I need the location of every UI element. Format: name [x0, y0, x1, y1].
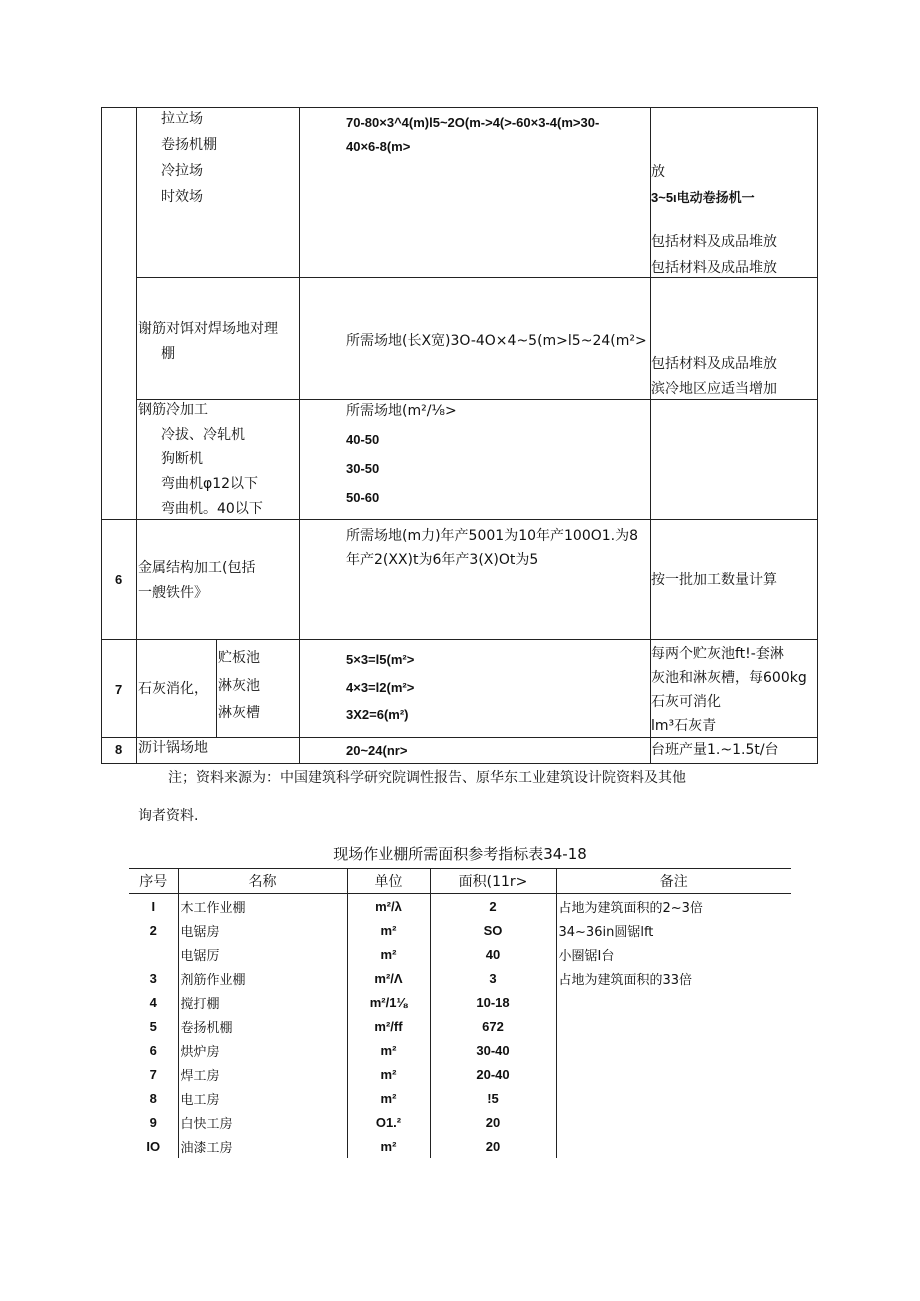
area-value: 3X2=6(m²): [346, 707, 409, 722]
name-cell: [137, 400, 300, 520]
number-cell: [102, 640, 137, 738]
row-number: 2: [129, 918, 178, 942]
area-cell: [300, 738, 651, 764]
row-remark: [556, 1038, 791, 1062]
row-name: 烘炉房: [178, 1038, 347, 1062]
row-name: 一艘铁件》: [138, 585, 208, 601]
area-value: 40-50: [346, 432, 380, 447]
area-cell: [300, 278, 651, 400]
row-number: [129, 942, 178, 966]
row-area: 3: [430, 966, 556, 990]
row-remark: 34~36in圆锯lft: [558, 924, 654, 940]
row-number: 8: [129, 1086, 178, 1110]
table-row: [129, 1110, 791, 1134]
row-number: 7: [115, 682, 123, 697]
area-cell: [300, 108, 651, 278]
row-name: 卷扬机棚: [161, 137, 217, 153]
row-number: 8: [115, 742, 123, 757]
table-row: [102, 278, 818, 400]
row-remark: [556, 1062, 791, 1086]
col-header-remark: 备注: [556, 869, 791, 894]
name-cell: [137, 738, 300, 764]
row-unit: m²: [347, 918, 430, 942]
row-unit: O1.²: [347, 1110, 430, 1134]
area-value: 30-50: [346, 461, 380, 476]
area-value: 40×6-8(m>: [346, 139, 411, 154]
row-name: 狗断机: [161, 451, 203, 467]
row-unit: m²: [347, 1038, 430, 1062]
table-row: [129, 1134, 791, 1158]
row-name: 石灰消化，: [138, 681, 208, 697]
row-remark: 占地为建筑面积的33倍: [558, 972, 693, 988]
area-value: 年产2(XX)t为6年产3(X)Ot为5: [346, 552, 539, 568]
row-name: 金属结构加工(包括: [138, 560, 256, 576]
row-name: 木工作业棚: [178, 894, 347, 919]
row-number: 5: [129, 1014, 178, 1038]
row-number: 7: [129, 1062, 178, 1086]
row-name: 电工房: [178, 1086, 347, 1110]
name-cell: [137, 278, 300, 400]
row-area: 672: [430, 1014, 556, 1038]
row-note: lm³石灰青: [651, 718, 717, 734]
number-cell: [102, 108, 137, 520]
table-body: [129, 894, 791, 1159]
row-area: 20: [430, 1110, 556, 1134]
row-area: !5: [430, 1086, 556, 1110]
table-row: [129, 1062, 791, 1086]
note-cell: [651, 738, 818, 764]
row-number: 9: [129, 1110, 178, 1134]
table-row: [129, 1014, 791, 1038]
table-row: [129, 966, 791, 990]
row-name: 油漆工房: [178, 1134, 347, 1158]
table-row: [129, 1038, 791, 1062]
row-unit: m²/1⅛: [347, 990, 430, 1014]
row-name: 时效场: [161, 189, 203, 205]
row-note: 包括材料及成品堆放: [651, 356, 777, 372]
row-area: 20: [430, 1134, 556, 1158]
row-remark: [556, 1110, 791, 1134]
row-name: 弯曲机φ12以下: [161, 476, 259, 492]
row-note: 台班产量1.~1.5t/台: [651, 742, 779, 758]
note-cell: [651, 400, 818, 520]
table-row: [129, 918, 791, 942]
row-unit: m²: [347, 1062, 430, 1086]
row-name: 剂筋作业棚: [178, 966, 347, 990]
col-header-unit: 单位: [347, 869, 430, 894]
row-name: 谢筋对饵对焊场地对理: [138, 321, 278, 337]
row-remark: 小圈锯I台: [558, 948, 615, 964]
row-name: 钢筋冷加工: [138, 402, 208, 418]
number-cell: [102, 520, 137, 640]
row-unit: m²/λ: [347, 894, 430, 919]
table-row: [129, 1086, 791, 1110]
note-cell: [651, 640, 818, 738]
row-name: 拉立场: [161, 111, 203, 127]
row-note: 包括材料及成品堆放: [651, 260, 777, 276]
row-note: 包括材料及成品堆放: [651, 234, 777, 250]
area-value: 5×3=l5(m²>: [346, 652, 415, 667]
row-area: 20-40: [430, 1062, 556, 1086]
name-cell: [137, 520, 300, 640]
area-value: 所需场地(m²/⅛>: [346, 403, 457, 419]
row-area: 40: [430, 942, 556, 966]
row-note: 按一批加工数量计算: [651, 572, 777, 588]
name-cell: [137, 640, 217, 738]
row-note: 灰池和淋灰槽，每600kg: [651, 670, 807, 686]
note-cell: [651, 108, 818, 278]
row-remark: [556, 1086, 791, 1110]
row-name: 电锯房: [178, 918, 347, 942]
row-note: 3~5ι电动卷扬机一: [651, 190, 755, 205]
sub-name: 贮板池: [218, 650, 260, 666]
table-row: [129, 894, 791, 919]
row-unit: m²: [347, 1134, 430, 1158]
row-unit: m²: [347, 942, 430, 966]
sub-name: 淋灰池: [218, 678, 260, 694]
footnote-line: 询者资料.: [138, 808, 199, 824]
col-header-area: 面积(11r>: [430, 869, 556, 894]
row-unit: m²/Λ: [347, 966, 430, 990]
table-row: [102, 640, 818, 738]
row-note: 每两个贮灰池ft!-套淋: [651, 646, 784, 662]
work-shed-table: [129, 868, 791, 1158]
row-name: 焊工房: [178, 1062, 347, 1086]
table-row: [102, 738, 818, 764]
row-name: 卷扬机棚: [178, 1014, 347, 1038]
row-remark: [556, 1014, 791, 1038]
row-number: I: [129, 894, 178, 919]
row-number: IO: [129, 1134, 178, 1158]
table-row: [129, 990, 791, 1014]
row-unit: m²/ff: [347, 1014, 430, 1038]
row-note: 放: [651, 164, 665, 180]
row-number: 6: [115, 572, 123, 587]
row-name: 冷拔、冷轧机: [161, 427, 245, 443]
area-value: 所需场地(长X宽)3O-4O×4~5(m>l5~24(m²>: [346, 333, 647, 349]
note-cell: [651, 278, 818, 400]
table-row: [102, 520, 818, 640]
table-row: [129, 942, 791, 966]
area-value: 70-80×3^4(m)l5~2O(m->4(>-60×3-4(m>30-: [346, 115, 600, 130]
row-note: 石灰可消化: [651, 694, 721, 710]
col-header-name: 名称: [178, 869, 347, 894]
row-area: SO: [430, 918, 556, 942]
table-row: [102, 108, 818, 278]
number-cell: [102, 738, 137, 764]
row-name: 白快工房: [178, 1110, 347, 1134]
row-name: 沥计锅场地: [138, 740, 208, 756]
area-value: 4×3=l2(m²>: [346, 680, 415, 695]
row-number: 3: [129, 966, 178, 990]
subname-cell: [217, 640, 300, 738]
name-cell: [137, 108, 300, 278]
sub-name: 淋灰槽: [218, 705, 260, 721]
col-header-number: 序号: [129, 869, 178, 894]
area-cell: [300, 520, 651, 640]
row-remark: [556, 1134, 791, 1158]
area-value: 20~24(nr>: [346, 743, 408, 758]
area-value: 所需场地(m力)年产5001为10年产100O1.为8: [346, 528, 639, 544]
row-number: 4: [129, 990, 178, 1014]
note-cell: [651, 520, 818, 640]
row-name: 搅打棚: [178, 990, 347, 1014]
facility-area-table: [101, 107, 817, 764]
table-header-row: [129, 869, 791, 894]
row-area: 30-40: [430, 1038, 556, 1062]
table-title: 现场作业棚所需面积参考指标表34-18: [333, 845, 587, 863]
row-unit: m²: [347, 1086, 430, 1110]
row-name: 冷拉场: [161, 163, 203, 179]
row-area: 10-18: [430, 990, 556, 1014]
area-value: 50-60: [346, 490, 380, 505]
row-name: 电锯厉: [178, 942, 347, 966]
row-name: 棚: [161, 346, 175, 362]
row-remark: 占地为建筑面积的2~3倍: [558, 900, 703, 916]
table-row: [102, 400, 818, 520]
area-cell: [300, 400, 651, 520]
row-remark: [556, 990, 791, 1014]
row-name: 弯曲机。40以下: [161, 501, 263, 517]
row-note: 滨冷地区应适当增加: [651, 381, 777, 397]
footnote-line: 注；资料来源为：中国建筑科学研究院调性报告、原华东工业建筑设计院资料及其他: [168, 770, 686, 786]
area-cell: [300, 640, 651, 738]
row-area: 2: [430, 894, 556, 919]
row-number: 6: [129, 1038, 178, 1062]
